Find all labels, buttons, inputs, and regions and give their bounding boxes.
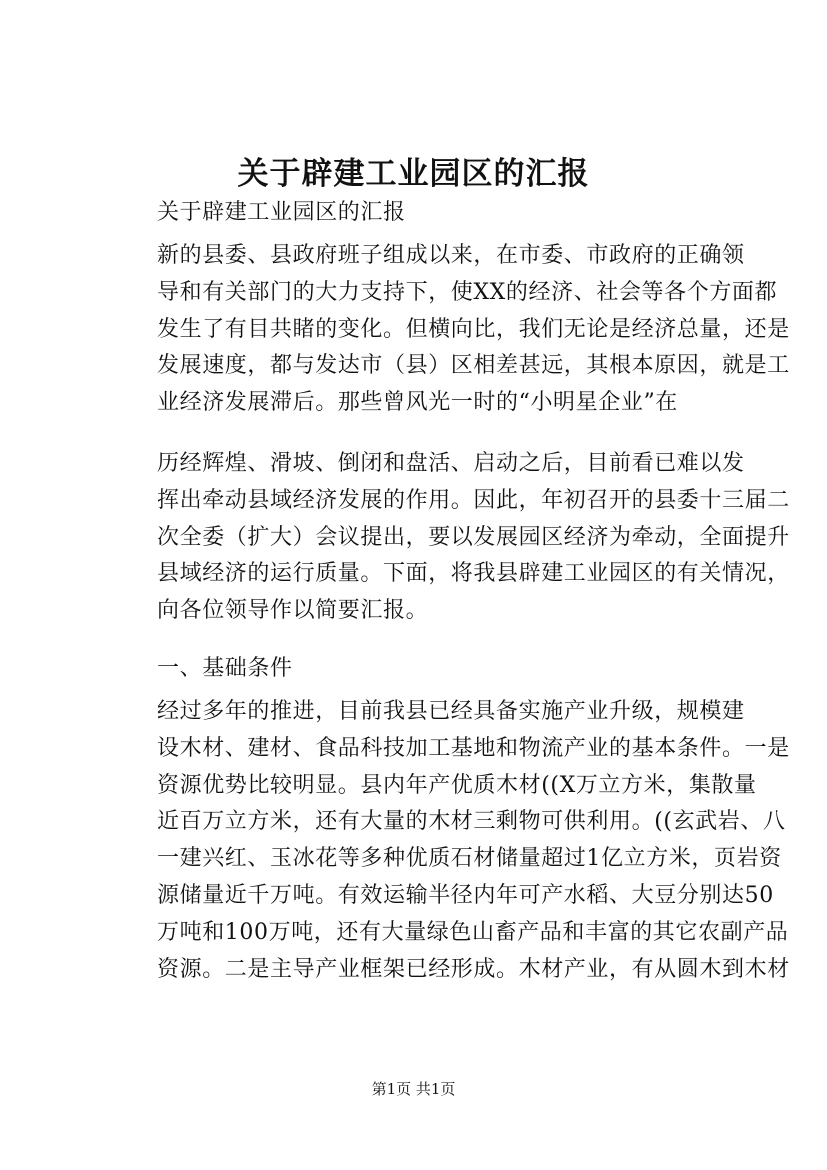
paragraph-line: 设木材、建材、食品科技加工基地和物流产业的基本条件。一是 [157, 735, 790, 761]
paragraph-line: 源储量近千万吨。有效运输半径内年可产水稻、大豆分别达50 [157, 882, 774, 908]
paragraph-conditions [113, 694, 790, 988]
paragraph-line: 向各位领导作以简要汇报。 [157, 598, 429, 624]
paragraph-line: 挥出牵动县域经济发展的作用。因此，年初召开的县委十三届二 [157, 487, 790, 513]
paragraph-line: 一建兴红、玉冰花等多种优质石材储量超过1亿立方米，页岩资 [157, 846, 782, 872]
paragraph-line: 资源优势比较明显。县内年产优质木材((X万立方米，集散量 [157, 772, 757, 798]
paragraph-line: 业经济发展滞后。那些曾风光一时的“小明星企业”在 [157, 390, 678, 416]
paragraph-history [113, 446, 790, 630]
paragraph-line: 历经辉煌、滑坡、倒闭和盘活、启动之后，目前看已难以发 [157, 451, 745, 476]
page-footer: 第1页 共1页 [371, 1080, 456, 1098]
subtitle-line: 关于辟建工业园区的汇报 [157, 200, 406, 225]
document-subtitle [113, 195, 739, 232]
section-heading: 一、基础条件 [157, 656, 293, 681]
document-title: 关于辟建工业园区的汇报 [237, 156, 590, 192]
paragraph-line: 发展速度，都与发达市（县）区相差甚远，其根本原因，就是工 [157, 353, 790, 379]
paragraph-line: 近百万立方米，还有大量的木材三剩物可供利用。((玄武岩、八 [157, 809, 786, 835]
section-heading-basic-conditions [113, 651, 739, 688]
paragraph-line: 经过多年的推进，目前我县已经具备实施产业升级，规模建 [157, 699, 745, 724]
paragraph-line: 新的县委、县政府班子组成以来，在市委、市政府的正确领 [157, 243, 745, 268]
paragraph-line: 发生了有目共睹的变化。但横向比，我们无论是经济总量，还是 [157, 316, 790, 342]
paragraph-line: 资源。二是主导产业框架已经形成。木材产业，有从圆木到木材 [157, 956, 790, 982]
paragraph-line: 县域经济的运行质量。下面，将我县辟建工业园区的有关情况， [157, 561, 790, 587]
paragraph-line: 导和有关部门的大力支持下，使XX的经济、社会等各个方面都 [157, 279, 778, 305]
paragraph-intro [113, 238, 790, 422]
paragraph-line: 次全委（扩大）会议提出，要以发展园区经济为牵动，全面提升 [157, 524, 790, 550]
paragraph-line: 万吨和100万吨，还有大量绿色山畜产品和丰富的其它农副产品 [157, 919, 789, 945]
